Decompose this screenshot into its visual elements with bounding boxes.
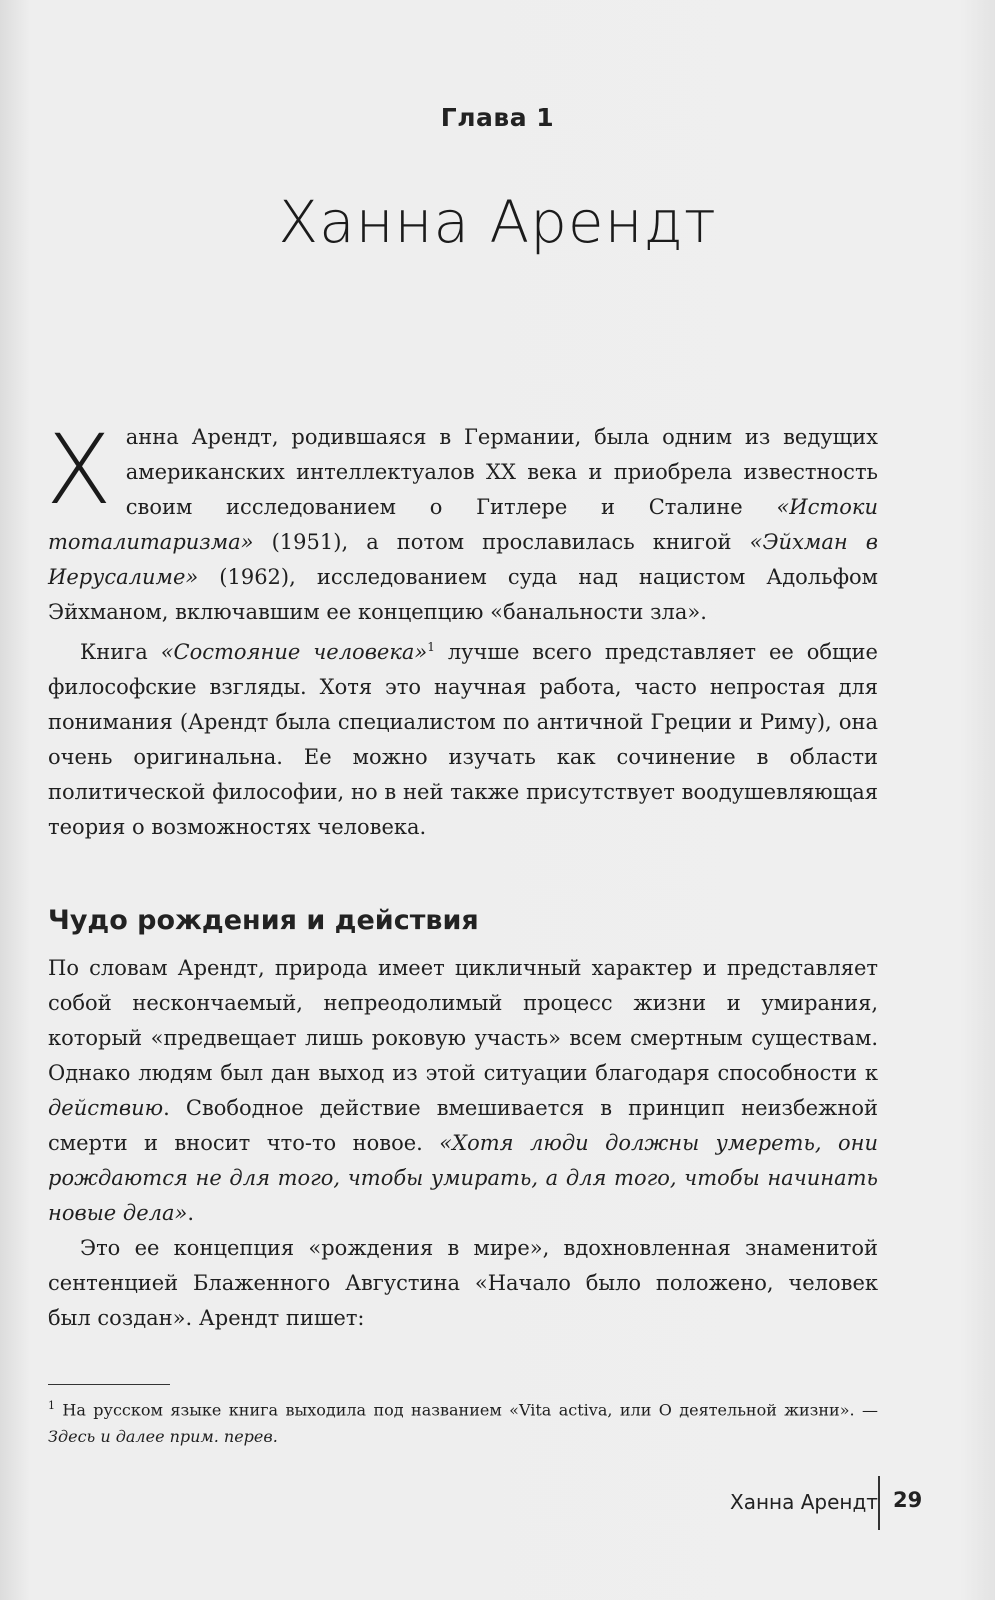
page-number: 29	[893, 1488, 923, 1512]
section-text	[48, 951, 878, 1336]
chapter-title: Ханна Арендт	[278, 188, 717, 256]
footnote: $^1$ На русском языке книга выходила под названием «Vita activa, или О деятельной жизни». — Здесь и далее прим. перев.	[48, 1399, 878, 1447]
quote: «Хотя люди должны умереть, они рождаются не для того, чтобы умирать, а для того, чтобы начинать новые дела»	[48, 1131, 878, 1225]
intro-paragraph-2: Книга «Состояние человека»$^1$ лучше всего представляет ее общие философские взгляды. Хотя это научная работа, часто непростая для понимания (Арендт была специалистом по античной Греции и Риму), она очень оригинальна. Ее можно изучать как сочинение в области политической философии, но в ней также присутствует воодушевляющая теория о возможностях человека.	[48, 640, 878, 839]
book-title-eichmann: «Эйхман в Иерусалиме»	[48, 530, 878, 589]
section-paragraph-1: По словам Арендт, природа имеет цикличный характер и представляет собой нескончаемый, непреодолимый процесс жизни и умирания, который «предвещает лишь роковую участь» всем смертным существам. Однако людям был дан выход из этой ситуации благодаря способности к действию. Свободное действие вмешивается в принцип неизбежной смерти и вносит что-то новое. «Хотя люди должны умереть, они рождаются не для того, чтобы умирать, а для того, чтобы начинать новые дела».	[48, 956, 878, 1225]
footnote-number: 1	[48, 1399, 55, 1412]
chapter-label: Глава 1	[440, 103, 555, 132]
footnote-rule	[48, 1384, 170, 1385]
running-title: Ханна Арендт	[730, 1490, 878, 1514]
intro-paragraph-1: Ханна Арендт, родившаяся в Германии, была одним из ведущих американских интеллектуалов XX века и приобрела известность своим исследованием о Гитлере и Сталине «Истоки тоталитаризма» (1951), а потом прославилась книгой «Эйхман в Иерусалиме» (1962), исследованием суда над нацистом Адольфом Эйхманом, включавшим ее концепцию «банальности зла».	[46, 414, 878, 624]
drop-cap: Х	[46, 414, 112, 526]
footnote-marker: 1	[427, 640, 435, 654]
intro-text	[46, 414, 878, 845]
book-title-human-condition: «Состояние человека»	[160, 640, 428, 664]
book-title-origins: «Истоки тоталитаризма»	[48, 495, 878, 554]
section-heading: Чудо рождения и действия	[48, 905, 479, 936]
footer-divider	[878, 1476, 880, 1530]
section-paragraph-2: Это ее концепция «рождения в мире», вдохновленная знаменитой сентенцией Блаженного Августина «Начало было положено, человек был создан». Арендт пишет:	[48, 1236, 878, 1330]
